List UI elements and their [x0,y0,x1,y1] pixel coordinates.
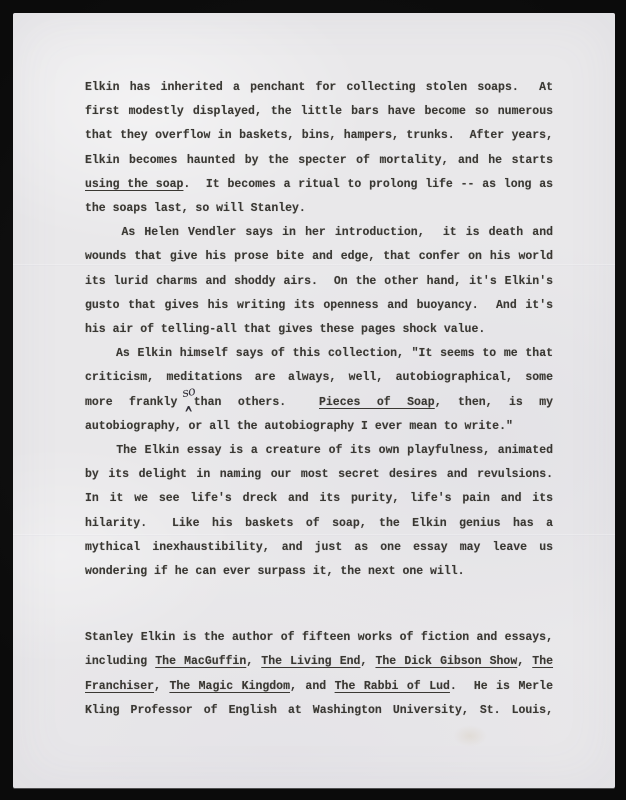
text-line: criticism, meditations are always, well, autobiographical, some [85,371,553,385]
paragraph-elkin-quote [85,342,553,439]
text-line: Elkin becomes haunted by the specter of mortality, and he starts [85,153,553,167]
handwritten-caret-icon: ^ [185,402,193,426]
text-line: Kling Professor of English at Washington University, St. Louis, [85,703,553,717]
paragraph-vendler [85,221,553,342]
handwritten-insertion-word: so [180,382,197,401]
paper-stain [453,725,487,747]
text-line: wounds that give his prose bite and edge, that confer on his world [85,250,553,264]
text-line: hilarity. Like his baskets of soap, the Elkin genius has a [85,516,553,530]
text-line: In it we see life's dreck and its purity, life's pain and its [85,492,553,506]
text-line: mythical inexhaustibility, and just as one essay may leave us [85,540,553,554]
text-line: first modestly displayed, the little bars have become so numerous [85,105,553,119]
paragraph-elkin-essay [85,439,553,584]
text-line: As Helen Vendler says in her introduction, it is death and [85,226,553,240]
text-line: by its delight in naming our most secret desires and revulsions. [85,468,553,482]
paragraph-soaps [85,76,553,221]
text-line: As Elkin himself says of this collection, "It seems to me that [85,347,554,361]
text-line: gusto that gives his writing its openness and buoyancy. And it's [85,298,553,312]
text-line: its lurid charms and shoddy airs. On the other hand, it's Elkin's [85,274,553,288]
text-line: using the soap. It becomes a ritual to prolong life -- as long as [85,177,553,191]
text-line: Elkin has inherited a penchant for collecting stolen soaps. At [85,81,553,94]
text-line: that they overflow in baskets, bins, hampers, trunks. After years, [85,129,553,143]
typewritten-text [85,76,553,723]
text-line: his air of telling-all that gives these pages shock value. [85,323,486,337]
text-line: more frankly than others. Pieces of Soap, then, is my [85,395,553,409]
text-line: The Elkin essay is a creature of its own playfulness, animated [85,444,553,458]
text-line: including The MacGuffin, The Living End, The Dick Gibson Show, The [85,655,554,669]
document-page [13,13,615,788]
paragraph-author-bio [85,626,553,723]
text-line: Franchiser, The Magic Kingdom, and The Rabbi of Lud. He is Merle [85,679,553,693]
text-line: the soaps last, so will Stanley. [85,202,306,216]
text-line: wondering if he can ever surpass it, the next one will. [85,565,465,579]
text-line: Stanley Elkin is the author of fifteen works of fiction and essays, [85,631,553,645]
text-line: autobiography, or all the autobiography I ever mean to write." [85,419,513,433]
